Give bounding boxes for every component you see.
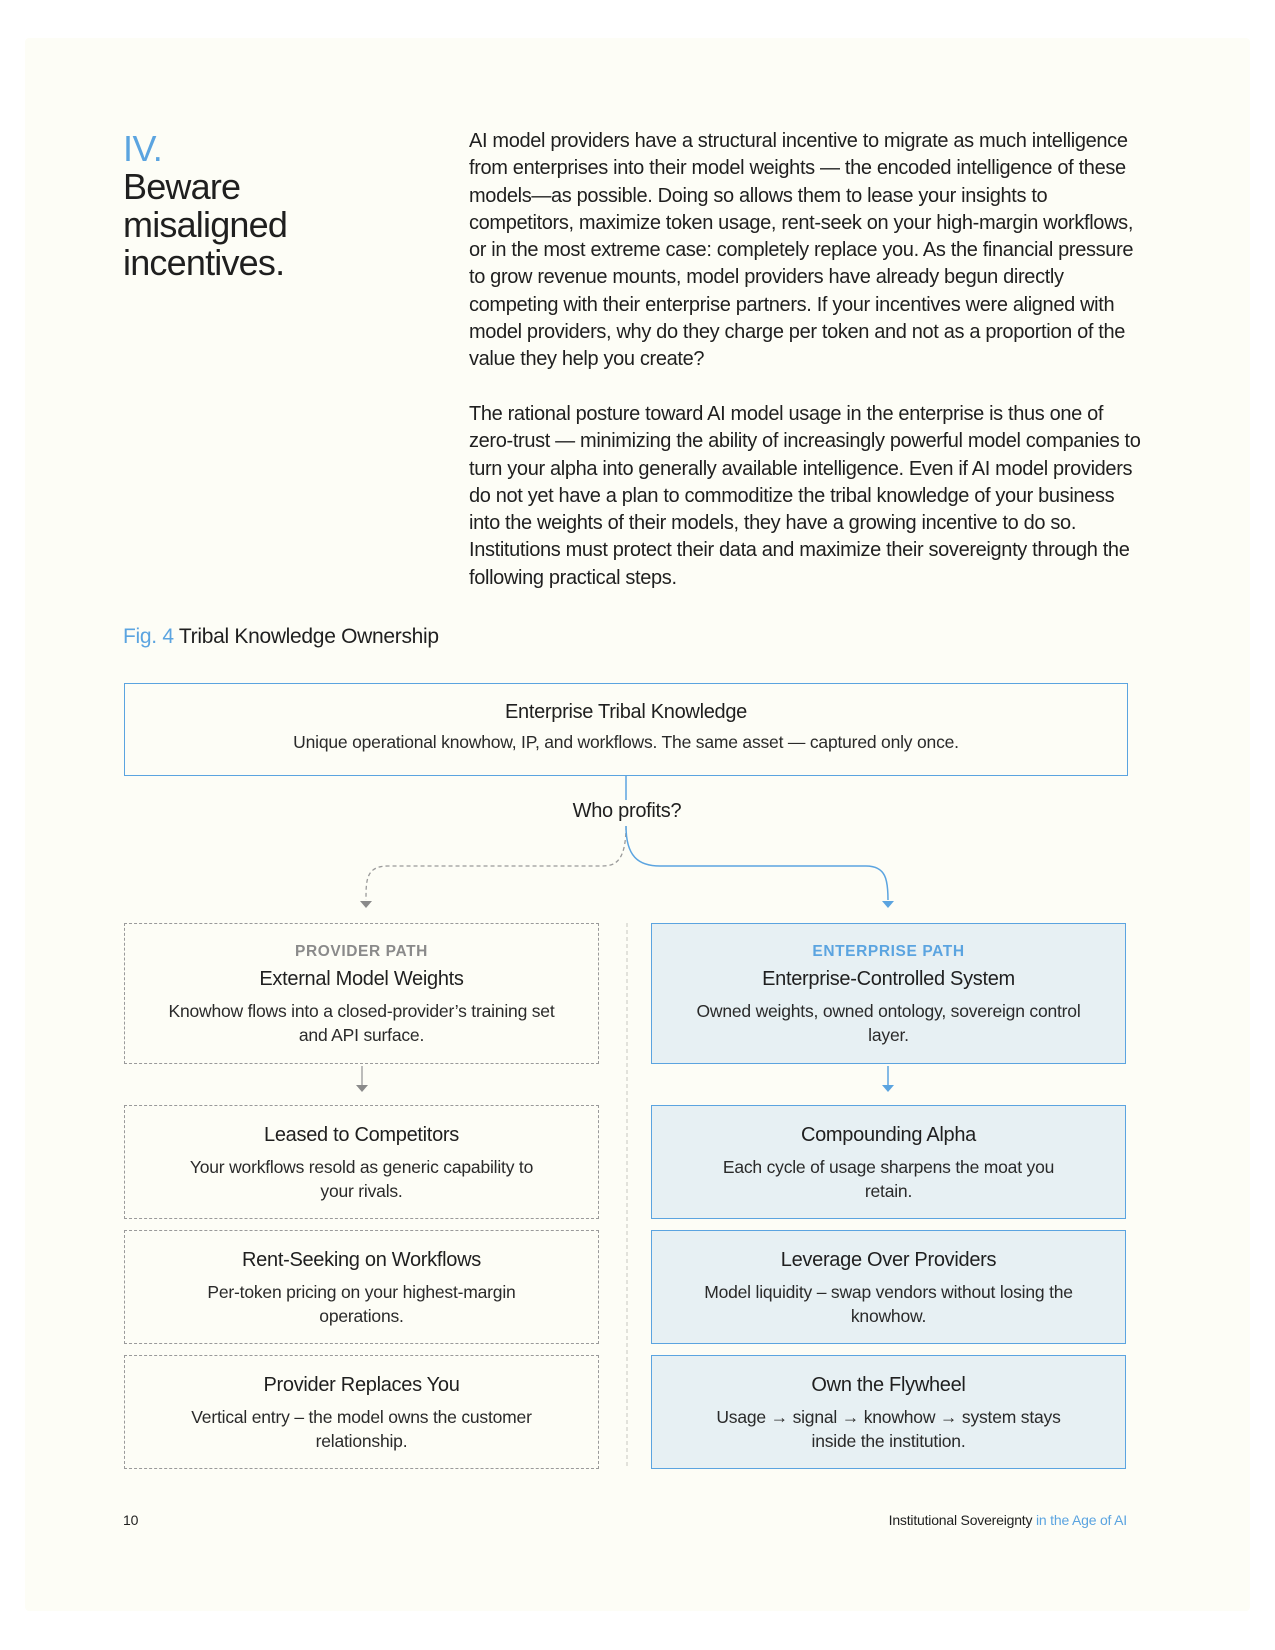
card-title: Own the Flywheel	[811, 1374, 966, 1396]
tribal-knowledge-box	[124, 683, 1128, 776]
card-title: Compounding Alpha	[800, 1124, 977, 1146]
provider-path-subtitle: Knowhow flows into a closed-provider’s training set and API surface.	[168, 1001, 555, 1045]
tribal-knowledge-subtitle: Unique operational knowhow, IP, and workflows. The same asset — captured only once.	[293, 732, 959, 752]
page-number: 10	[123, 1512, 139, 1528]
footer-doc-title: Institutional Sovereignty	[888, 1512, 1033, 1528]
tribal-knowledge-title: Enterprise Tribal Knowledge	[504, 701, 748, 723]
connector-provider-branch	[366, 826, 626, 900]
card-subtitle: Usage → signal → knowhow → system stays inside the institution.	[716, 1407, 1061, 1451]
card-title: Rent-Seeking on Workflows	[242, 1249, 481, 1271]
enterprise-path-subtitle: Owned weights, owned ontology, sovereign control layer.	[696, 1001, 1081, 1045]
enterprise-card-compounding	[651, 1105, 1126, 1219]
body-paragraph-2: The rational posture toward AI model usage in the enterprise is thus one of zero-trust — minimizing the ability of increasingly powerful model companies to turn your alpha into generally available intelligence. Even if AI model providers do not yet have a plan to commoditize the tribal knowledge of your business into the weights of their models, they have a growing incentive to do so. Institutions must protect their data and maximize their sovereignty through the following practical steps.	[469, 403, 1141, 589]
enterprise-path-title: Enterprise-Controlled System	[762, 968, 1015, 990]
provider-path-title: External Model Weights	[259, 968, 464, 990]
enterprise-path-box	[651, 923, 1126, 1064]
card-subtitle: Your workflows resold as generic capability to your rivals.	[189, 1157, 534, 1201]
enterprise-path-label: ENTERPRISE PATH	[812, 943, 965, 960]
provider-path-label: PROVIDER PATH	[295, 943, 428, 960]
figure-number: Fig. 4	[123, 625, 174, 648]
figure-title: Tribal Knowledge Ownership	[178, 625, 439, 648]
arrow-provider-down-head	[356, 1085, 368, 1092]
connector-enterprise-branch	[626, 826, 888, 900]
arrow-enterprise-head	[882, 901, 894, 908]
enterprise-card-flywheel	[651, 1355, 1126, 1469]
arrow-enterprise-down-head	[882, 1085, 894, 1092]
provider-path-box	[124, 923, 599, 1064]
who-profits-label: Who profits?	[572, 800, 682, 822]
running-footer	[889, 1512, 1127, 1528]
card-subtitle: Vertical entry – the model owns the customer relationship.	[191, 1407, 532, 1451]
card-title: Leased to Competitors	[264, 1124, 459, 1146]
section-title: Beware misaligned incentives.	[123, 166, 288, 283]
body-paragraph-1: AI model providers have a structural incentive to migrate as much intelligence from enterprises into their model weights — the encoded intelligence of these models—as possible. Doing so allows them to lease your insights to competitors, maximize token usage, rent-seek on your high-margin workflows, or in the most extreme case: completely replace you. As the financial pressure to grow revenue mounts, model providers have already begun directly competing with their enterprise partners. If your incentives were aligned with model providers, why do they charge per token and not as a proportion of the value they help you create?	[469, 130, 1134, 371]
card-subtitle: Per-token pricing on your highest-margin operations.	[207, 1282, 516, 1326]
arrow-provider-head	[360, 901, 372, 908]
provider-card-leased	[124, 1105, 599, 1219]
provider-card-replaces	[124, 1355, 599, 1469]
footer-doc-title-highlight: in the Age of AI	[1036, 1512, 1127, 1528]
card-title: Provider Replaces You	[263, 1374, 460, 1396]
section-numeral: IV.	[123, 128, 163, 169]
card-title: Leverage Over Providers	[780, 1249, 997, 1271]
provider-card-rent-seeking	[124, 1230, 599, 1344]
card-subtitle: Each cycle of usage sharpens the moat you retain.	[722, 1157, 1055, 1201]
enterprise-card-leverage	[651, 1230, 1126, 1344]
card-subtitle: Model liquidity – swap vendors without losing the knowhow.	[704, 1282, 1073, 1326]
